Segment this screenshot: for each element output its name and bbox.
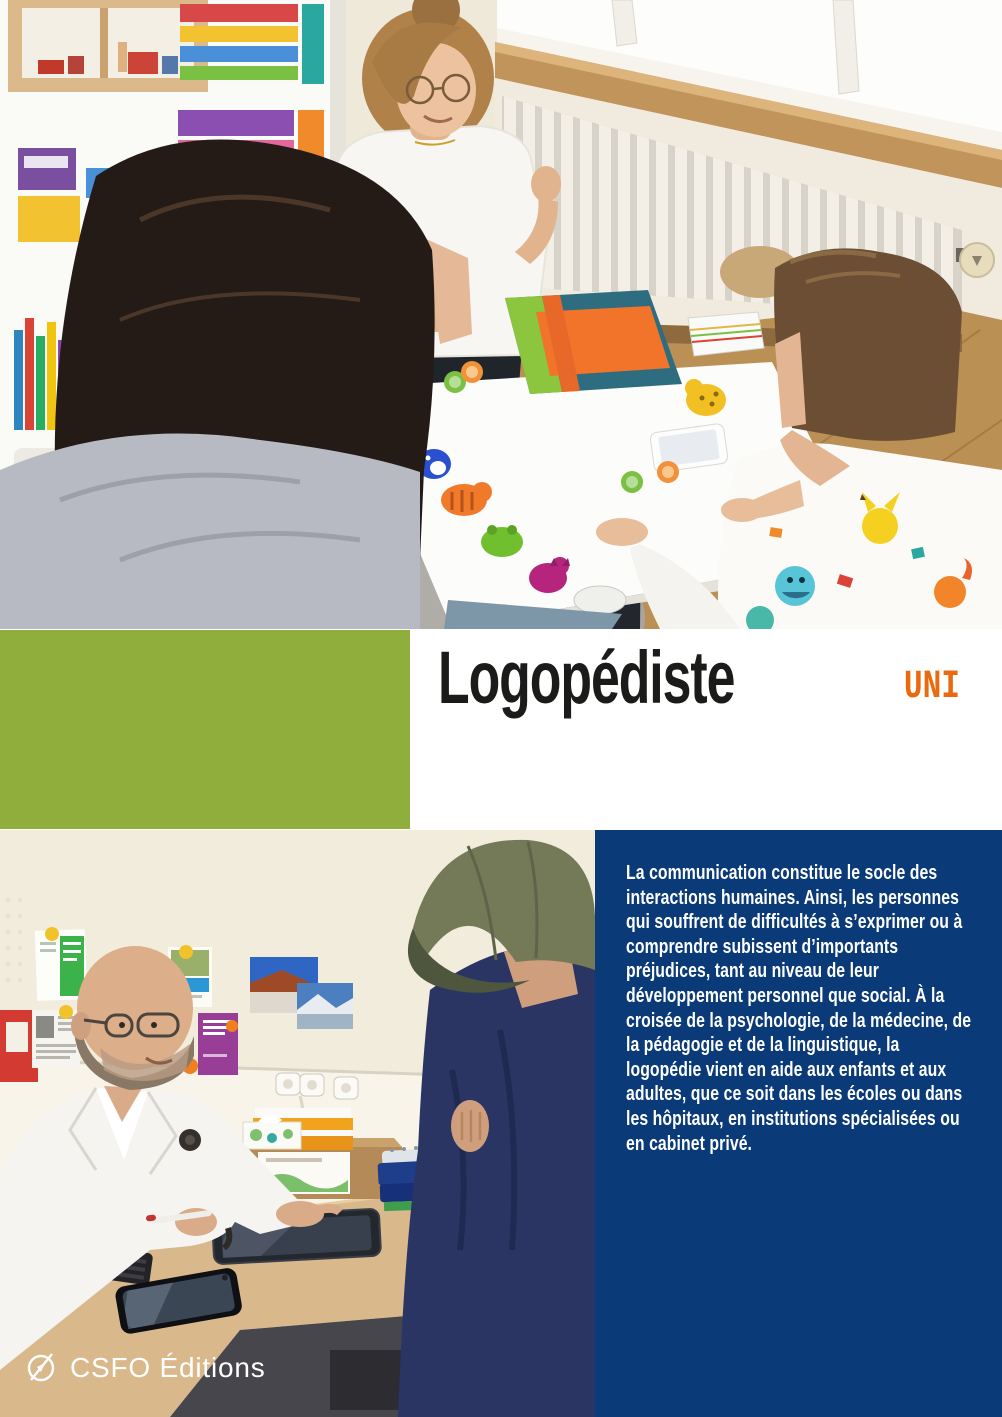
toy-frog — [481, 525, 523, 557]
toy-figure — [118, 42, 127, 72]
head — [77, 946, 193, 1070]
hand-on-tablet — [276, 1201, 324, 1227]
boy-hand-right — [596, 518, 648, 546]
therapist-hand-raised — [531, 166, 561, 202]
parent-hoodie — [0, 433, 420, 629]
client-cap-man — [398, 840, 595, 1417]
photo-consultation — [0, 830, 595, 1417]
index-finger — [318, 1208, 340, 1212]
compass-icon — [24, 1350, 60, 1386]
edition-badge: UNI — [903, 665, 960, 710]
therapy-session-illustration — [0, 0, 1002, 629]
orange-pin — [226, 1020, 238, 1032]
toy-stove — [128, 52, 158, 74]
white-sneaker — [574, 586, 626, 614]
page-title: Logopédiste — [438, 636, 735, 719]
publisher-logo — [24, 1350, 266, 1386]
photo-mountain — [297, 983, 353, 1029]
window-frame-bar — [612, 0, 637, 46]
yellow-pin — [179, 945, 193, 959]
boy-hand-left — [721, 498, 763, 522]
intro-paragraph: La communication constitue le socle des interactions humaines. Ainsi, les personnes qui souffrent de difficultés à s’exprimer ou à comprendre subissent d’importants préjudices, tant au niveau de leur développement personnel que social. À la croisée de la psychologie, de la médecine, de la pédagogie et de la linguistique, la logopédie vient en aide aux enfants et aux adultes, que ce soit dans les écoles ou dans les hôpitaux, en institutions spécialisées ou en cabinet privé. — [626, 862, 972, 1155]
photo-therapy-session — [0, 0, 1002, 629]
green-accent-block — [0, 630, 410, 829]
publisher-name: CSFO Éditions — [70, 1352, 266, 1383]
ear — [71, 1012, 91, 1040]
consultation-illustration — [0, 830, 595, 1417]
intro-panel — [595, 830, 1002, 1417]
yellow-pin — [59, 1005, 73, 1019]
yellow-pin — [45, 927, 59, 941]
toy-car — [38, 60, 64, 74]
